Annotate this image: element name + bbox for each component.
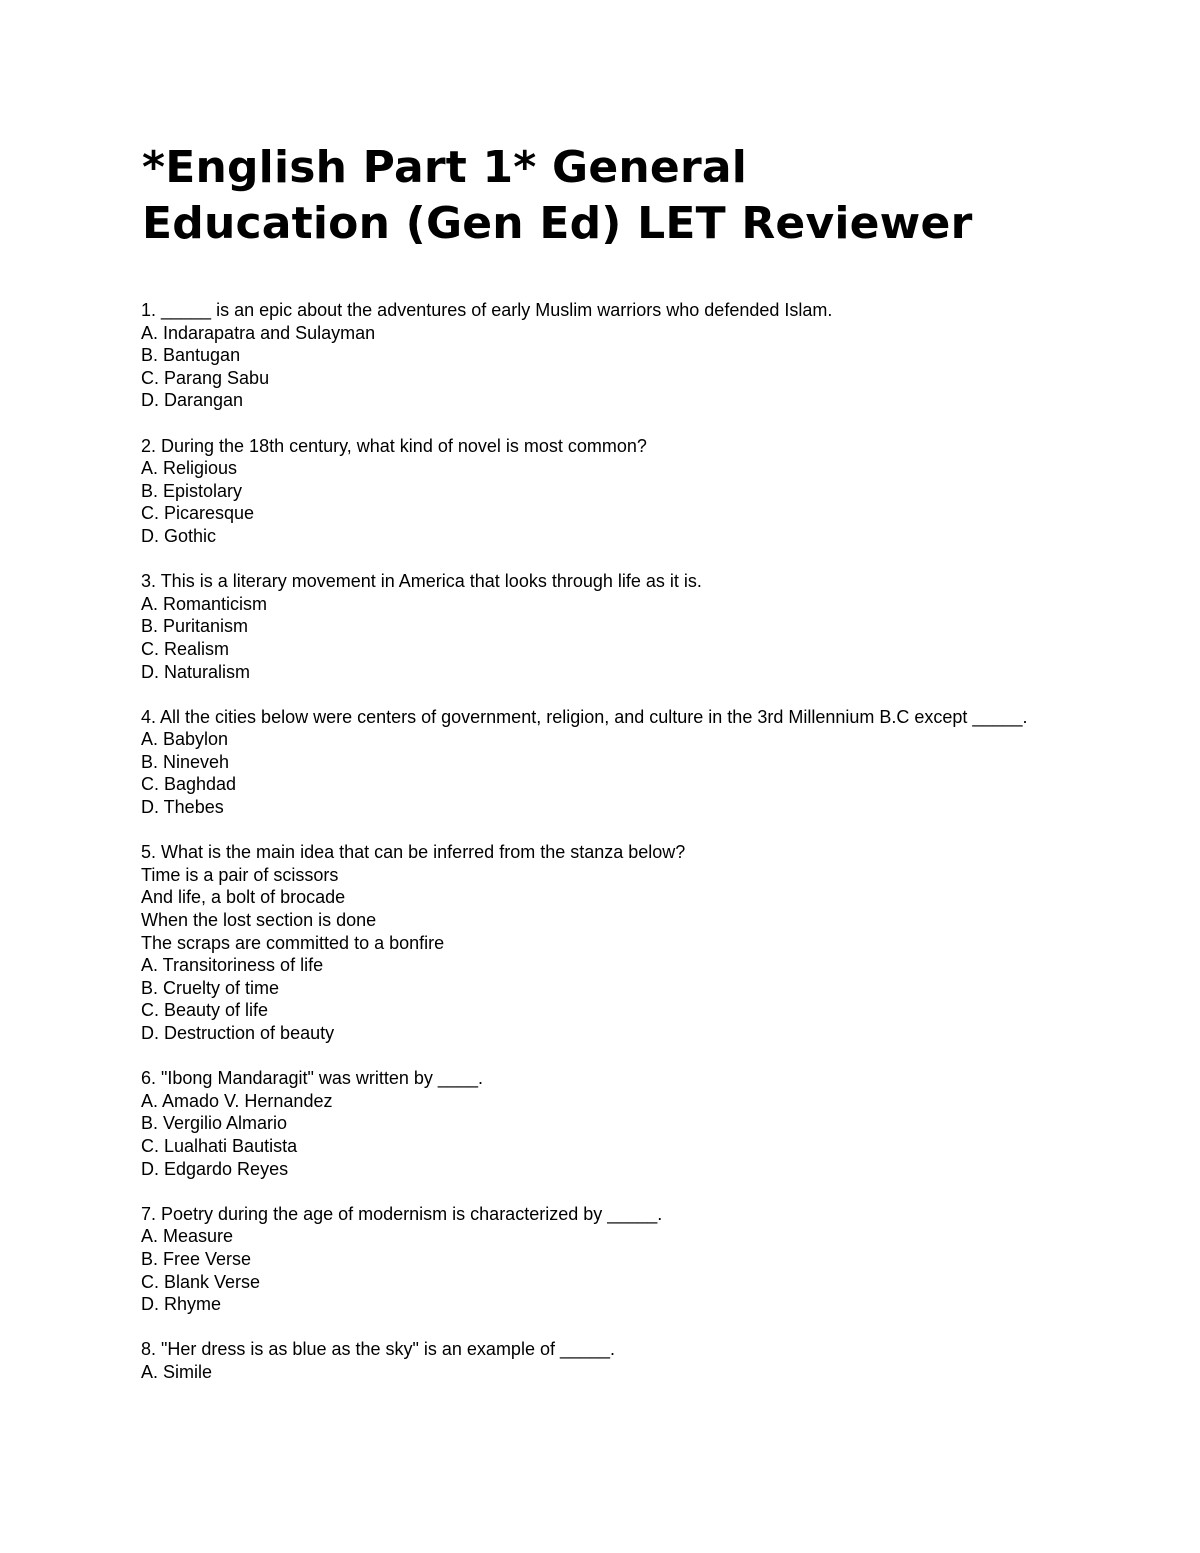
question-prompt: 1. _____ is an epic about the adventures of early Muslim warriors who defended Islam. [141, 300, 833, 320]
question-prompt: 6. "Ibong Mandaragit" was written by ____. [141, 1068, 483, 1089]
question-8 [141, 1338, 1081, 1383]
option-b: B. Puritanism [141, 616, 249, 637]
option-c: C. Baghdad [141, 774, 237, 795]
option-d: D. Darangan [141, 390, 244, 411]
question-5 [141, 841, 1081, 1044]
stanza-line: The scraps are committed to a bonfire [141, 932, 445, 953]
option-c: C. Parang Sabu [141, 367, 270, 388]
stanza-line: Time is a pair of scissors [141, 864, 339, 885]
option-a: A. Amado V. Hernandez [141, 1090, 333, 1111]
option-a: A. Indarapatra and Sulayman [141, 322, 376, 343]
option-a: A. Religious [141, 458, 238, 479]
question-4 [141, 706, 1081, 819]
option-d: D. Gothic [141, 525, 217, 546]
option-a: A. Measure [141, 1226, 234, 1247]
option-b: B. Free Verse [141, 1248, 252, 1269]
option-a: A. Romanticism [141, 593, 268, 614]
title-line-1: *English Part 1* General [142, 142, 748, 193]
option-a: A. Simile [141, 1361, 213, 1382]
option-b: B. Vergilio Almario [141, 1113, 288, 1134]
option-c: C. Lualhati Bautista [141, 1135, 298, 1156]
question-prompt: 7. Poetry during the age of modernism is characterized by _____. [141, 1203, 663, 1224]
option-c: C. Picaresque [141, 503, 255, 524]
document-page [141, 140, 1081, 1406]
option-d: D. Edgardo Reyes [141, 1158, 289, 1179]
question-7 [141, 1203, 1081, 1316]
stanza-line: When the lost section is done [141, 910, 377, 931]
question-prompt: 8. "Her dress is as blue as the sky" is an example of _____. [141, 1339, 616, 1360]
question-6 [141, 1067, 1081, 1180]
option-b: B. Cruelty of time [141, 977, 280, 998]
question-2 [141, 435, 1081, 548]
option-a: A. Transitoriness of life [141, 955, 324, 976]
title-line-2: Education (Gen Ed) LET Reviewer [142, 198, 973, 249]
page-title [142, 140, 1081, 252]
option-c: C. Realism [141, 638, 230, 659]
option-c: C. Blank Verse [141, 1271, 261, 1292]
option-b: B. Epistolary [141, 480, 243, 501]
option-d: D. Thebes [141, 797, 224, 818]
question-3 [141, 570, 1081, 683]
option-c: C. Beauty of life [141, 1000, 269, 1021]
question-prompt: 4. All the cities below were centers of government, religion, and culture in the 3rd Millennium B.C except _____. [141, 706, 1028, 727]
option-a: A. Babylon [141, 729, 229, 750]
option-b: B. Bantugan [141, 345, 241, 366]
question-prompt: 3. This is a literary movement in America that looks through life as it is. [141, 571, 702, 592]
question-1 [141, 299, 1081, 412]
option-d: D. Rhyme [141, 1294, 222, 1315]
option-b: B. Nineveh [141, 751, 230, 772]
option-d: D. Naturalism [141, 661, 251, 682]
option-d: D. Destruction of beauty [141, 1023, 335, 1043]
stanza-line: And life, a bolt of brocade [141, 887, 346, 908]
question-prompt: 5. What is the main idea that can be inferred from the stanza below? [141, 842, 686, 863]
question-prompt: 2. During the 18th century, what kind of novel is most common? [141, 435, 647, 456]
